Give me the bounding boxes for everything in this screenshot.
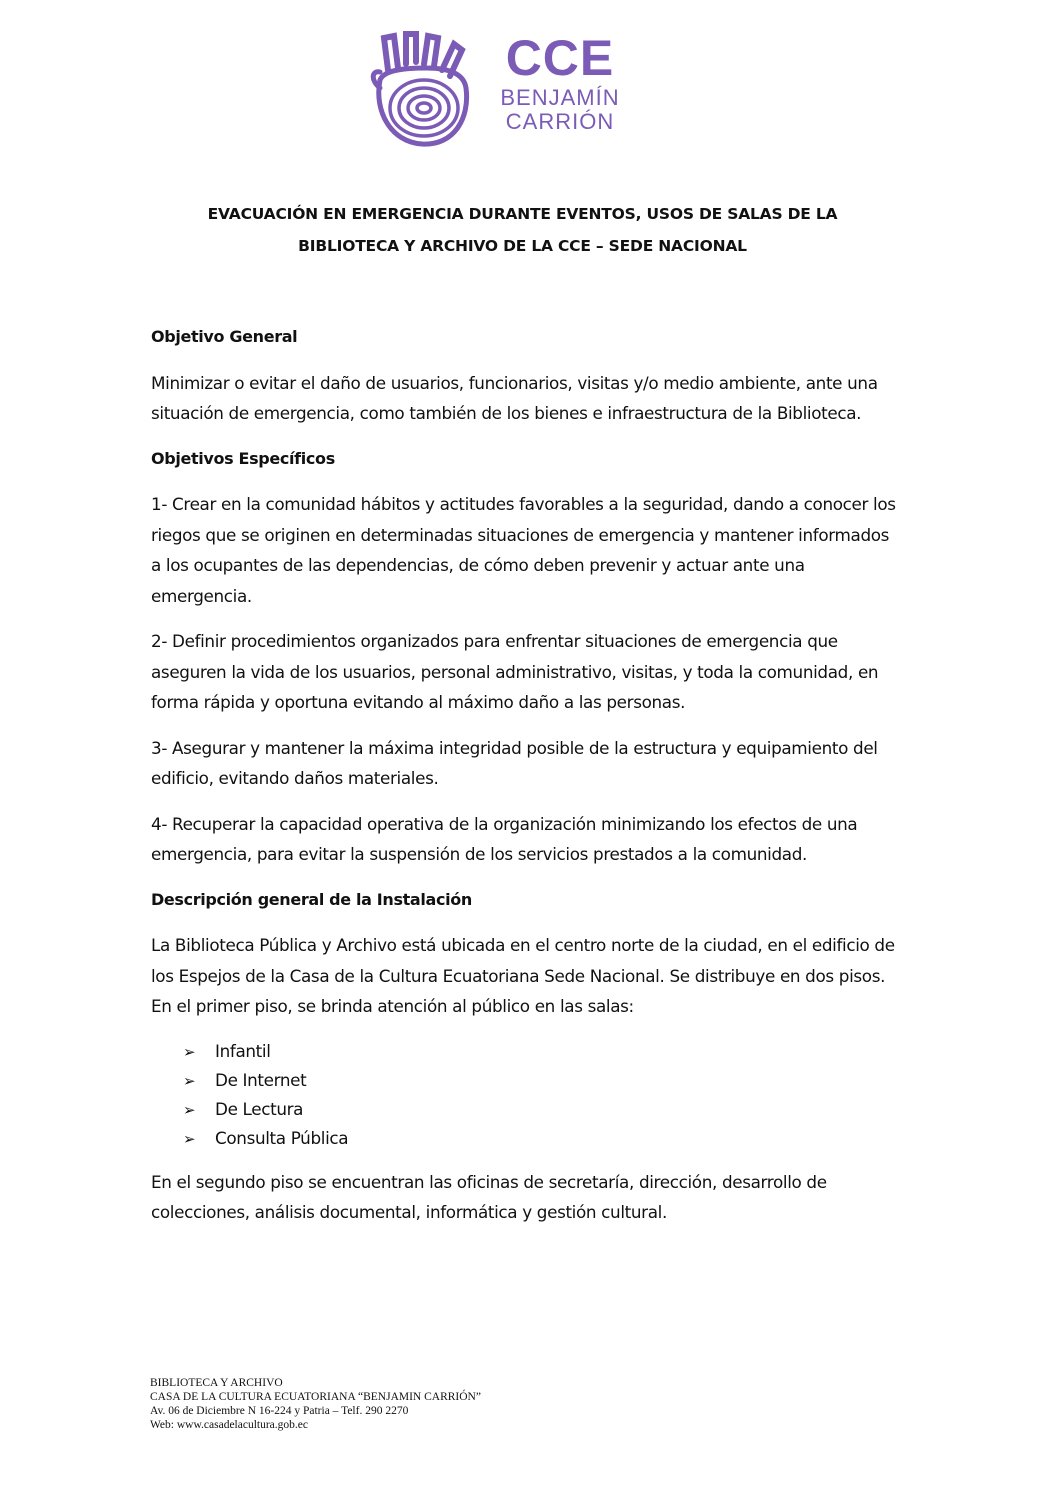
paragraph-segundo-piso: En el segundo piso se encuentran las oficinas de secretaría, dirección, desarrollo de colecciones, análisis documental, informática y gestión cultural. xyxy=(151,1171,827,1222)
cce-logo xyxy=(370,30,622,148)
arrow-bullet-icon: ➢ xyxy=(183,1129,196,1148)
salas-list xyxy=(183,1037,901,1153)
logo-acronym: CCE xyxy=(505,30,615,86)
heading-objetivos-especificos: Objetivos Específicos xyxy=(151,448,335,468)
paragraph-objetivo-general: Minimizar o evitar el daño de usuarios, funcionarios, visitas y/o medio ambiente, ante una situación de emergencia, como también de los bienes e infraestructura de la Biblioteca. xyxy=(151,372,878,423)
logo-name-line1: BENJAMÍN xyxy=(500,85,620,110)
sala-label: De Lectura xyxy=(215,1098,304,1119)
objective-item-4: 4- Recuperar la capacidad operativa de la organización minimizando los efectos de una emergencia, para evitar la suspensión de los servicios prestados a la comunidad. xyxy=(151,813,858,864)
heading-descripcion: Descripción general de la Instalación xyxy=(151,889,472,909)
paragraph-descripcion: La Biblioteca Pública y Archivo está ubicada en el centro norte de la ciudad, en el edificio de los Espejos de la Casa de la Cultura Ecuatoriana Sede Nacional. Se distribuye en dos pisos. En el primer piso, se brinda atención al público en las salas: xyxy=(151,935,895,1016)
list-item xyxy=(183,1095,901,1124)
logo-name-line2: CARRIÓN xyxy=(505,109,615,134)
sala-label: Consulta Pública xyxy=(215,1127,349,1148)
footer-line-2: CASA DE LA CULTURA ECUATORIANA “BENJAMIN CARRIÓN” xyxy=(150,1391,481,1403)
arrow-bullet-icon: ➢ xyxy=(183,1071,196,1090)
fingerprint-hand-icon xyxy=(370,30,478,148)
footer-line-1: BIBLIOTECA Y ARCHIVO xyxy=(150,1377,283,1389)
logo-text xyxy=(498,30,622,134)
list-item xyxy=(183,1066,901,1095)
sala-label: Infantil xyxy=(215,1040,271,1061)
footer-line-3: Av. 06 de Diciembre N 16-224 y Patria – Telf. 290 2270 xyxy=(150,1405,409,1417)
title-line-1: EVACUACIÓN EN EMERGENCIA DURANTE EVENTOS, USOS DE SALAS DE LA xyxy=(207,205,838,223)
title-line-2: BIBLIOTECA Y ARCHIVO DE LA CCE – SEDE NACIONAL xyxy=(298,237,747,255)
objective-item-2: 2- Definir procedimientos organizados para enfrentar situaciones de emergencia que aseguren la vida de los usuarios, personal administrativo, visitas, y toda la comunidad, en forma rápida y oportuna evitando al máximo daño a las personas. xyxy=(151,631,879,712)
objective-item-1: 1- Crear en la comunidad hábitos y actitudes favorables a la seguridad, dando a conocer los riegos que se originen en determinadas situaciones de emergencia y mantener informados a los ocupantes de las dependencias, de cómo deben prevenir y actuar ante una emergencia. xyxy=(151,494,896,606)
heading-objetivo-general: Objetivo General xyxy=(151,327,298,346)
document-title xyxy=(150,198,895,262)
arrow-bullet-icon: ➢ xyxy=(183,1100,196,1119)
list-item xyxy=(183,1124,901,1153)
page-footer xyxy=(150,1376,481,1432)
objective-item-3: 3- Asegurar y mantener la máxima integridad posible de la estructura y equipamiento del edificio, evitando daños materiales. xyxy=(151,737,878,788)
document-body xyxy=(151,322,901,1243)
sala-label: De Internet xyxy=(215,1069,307,1090)
list-item xyxy=(183,1037,901,1066)
footer-web-link[interactable]: Web: www.casadelacultura.gob.ec xyxy=(150,1419,308,1431)
arrow-bullet-icon: ➢ xyxy=(183,1042,196,1061)
